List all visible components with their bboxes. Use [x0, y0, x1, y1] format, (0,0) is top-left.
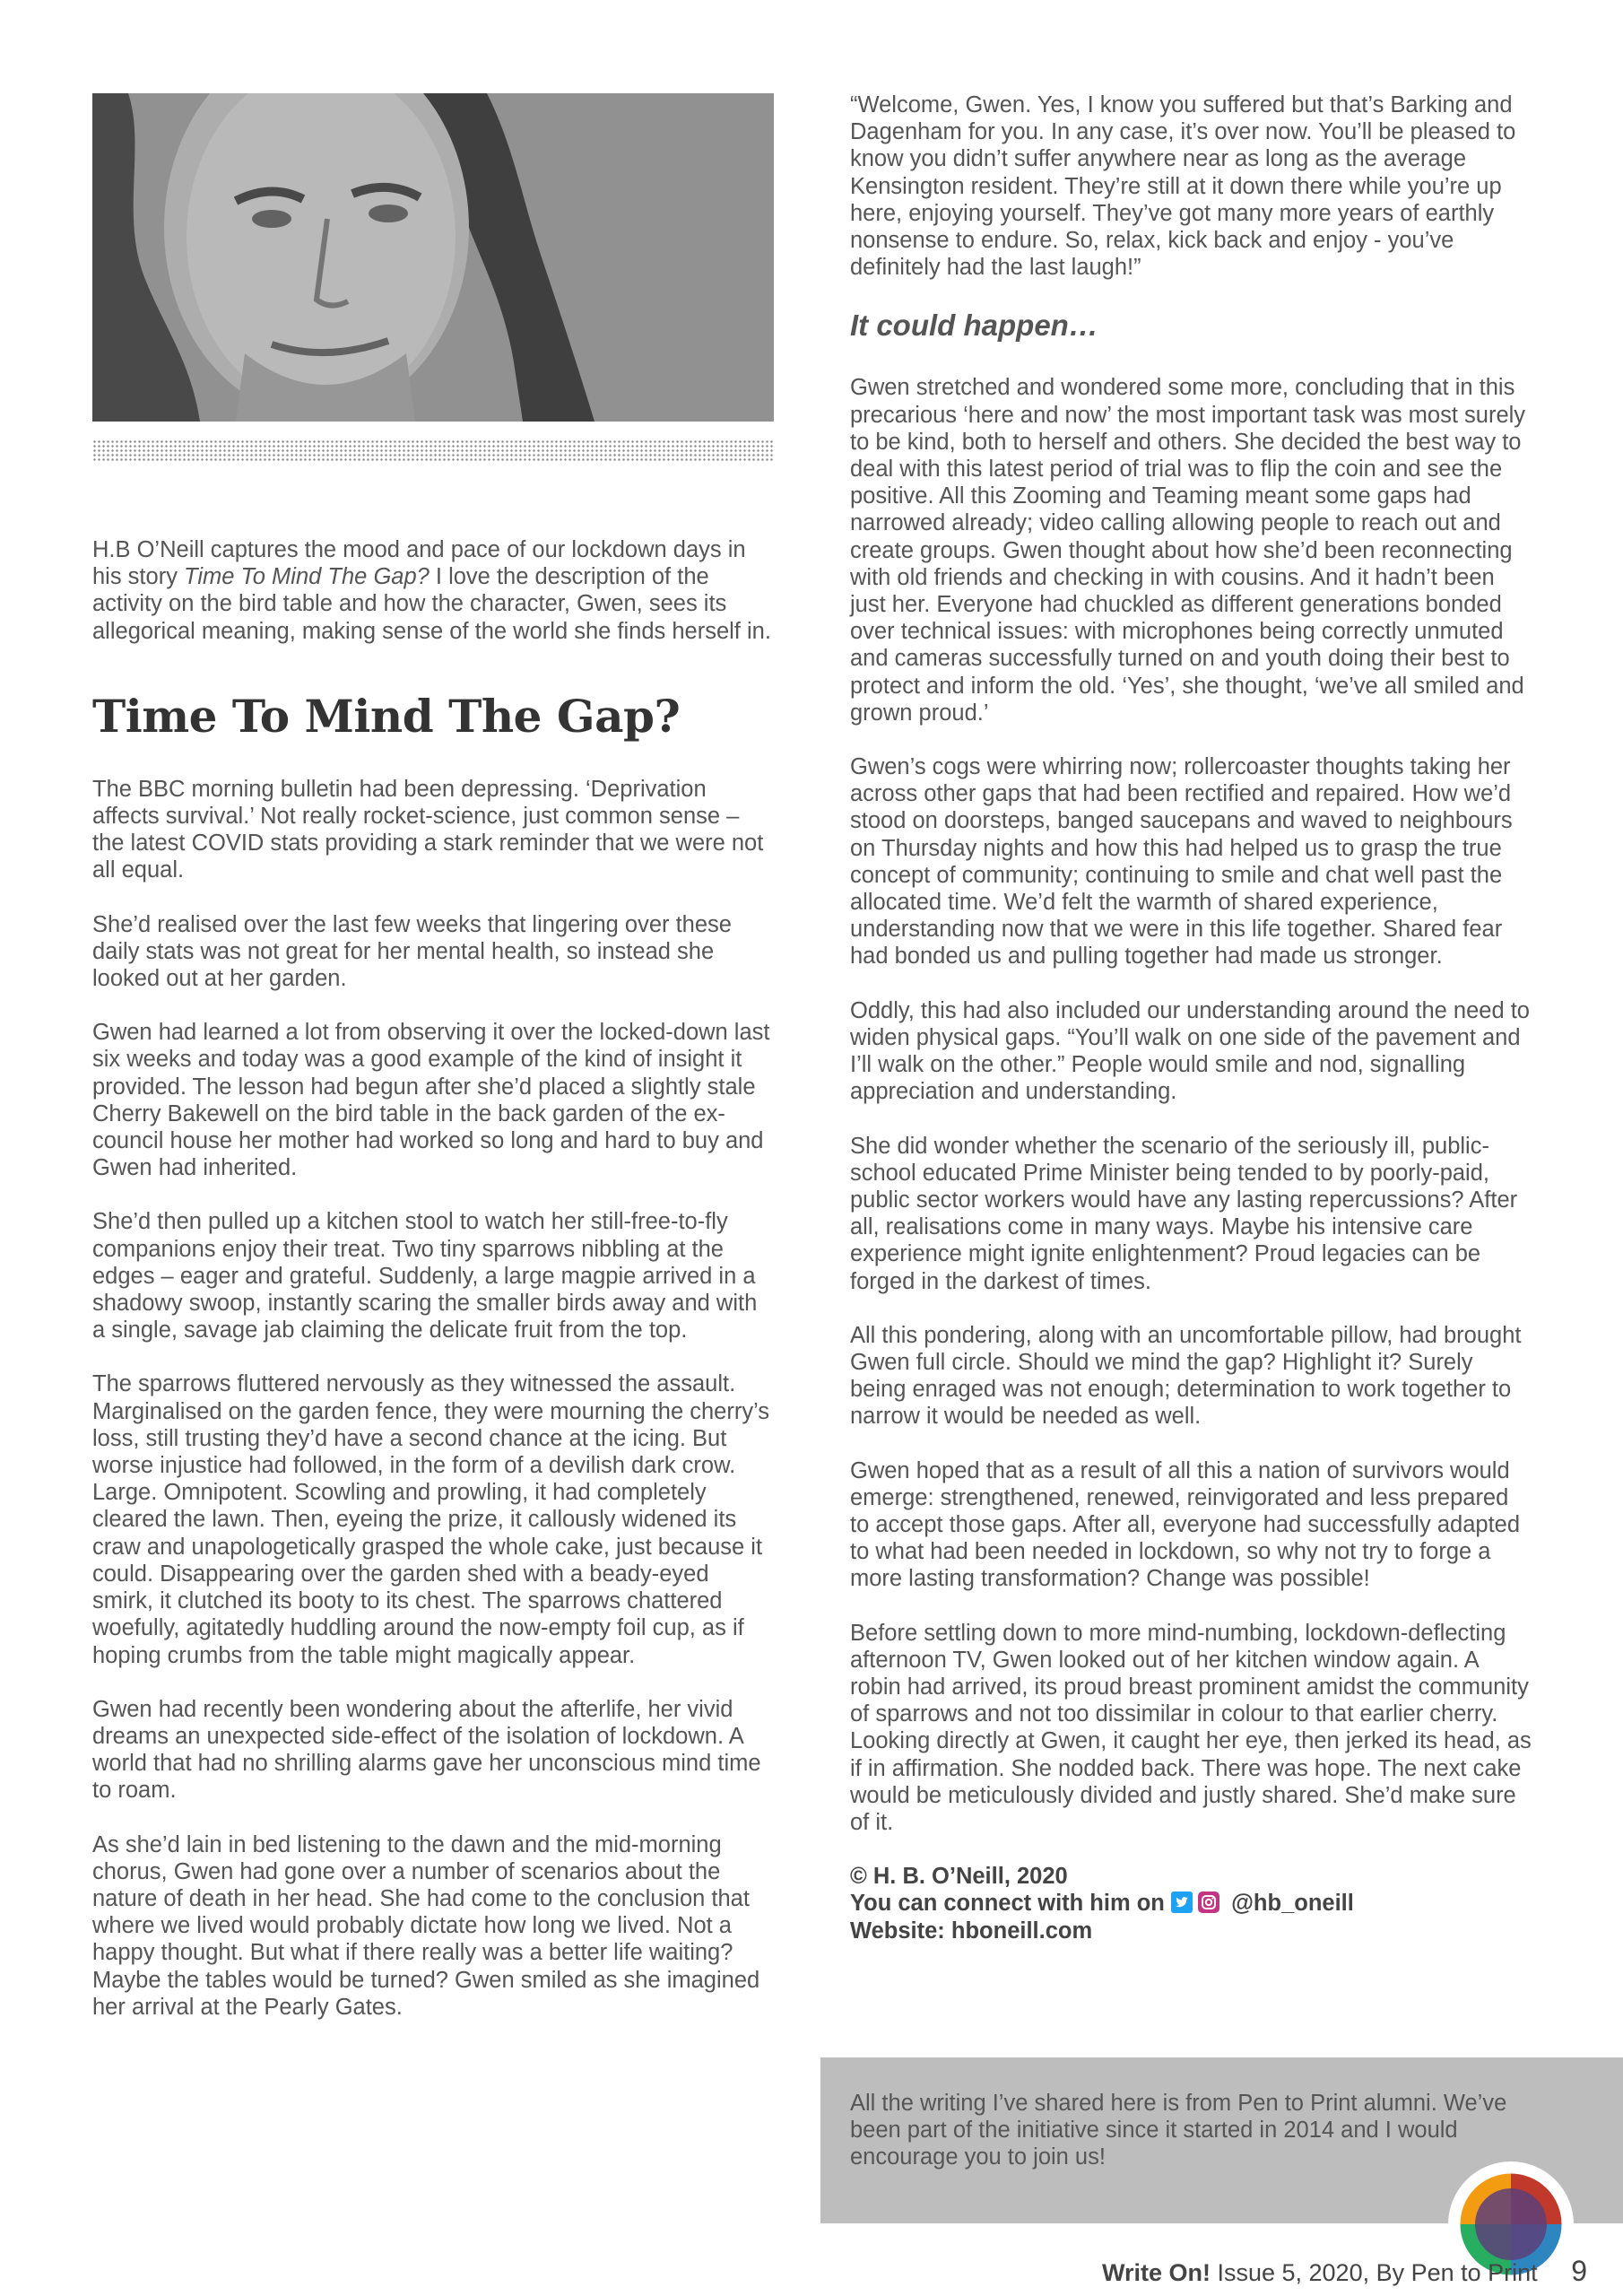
twitter-icon[interactable]: [1171, 1892, 1193, 1913]
story-paragraph: “Welcome, Gwen. Yes, I know you suffered but that’s Barking and Dagenham for you. In any case, it’s over now. You’ll be pleased to know you didn’t suffer anywhere near as long as the average Kensington resident. They’re still at it down there while you’re up here, enjoying yourself. They’ve got many more years of earthly nonsense to endure. So, relax, kick back and enjoy - you’ve definitely had the last laugh!”: [850, 92, 1516, 281]
dotted-divider: [92, 439, 774, 463]
copyright-line: © H. B. O’Neill, 2020: [850, 1864, 1068, 1890]
story-paragraph: She’d realised over the last few weeks that lingering over these daily stats was not great for her mental health, so instead she looked out at her garden.: [92, 911, 732, 992]
story-paragraph: Gwen had recently been wondering about the afterlife, her vivid dreams an unexpected side-effect of the isolation of lockdown. A world that had no shrilling alarms gave her unconscious mind time to roam.: [92, 1696, 761, 1804]
author-photo: [92, 93, 774, 422]
connect-text: You can connect with him on: [850, 1891, 1165, 1917]
story-paragraph: As she’d lain in bed listening to the dawn and the mid-morning chorus, Gwen had gone over a number of scenarios about the nature of death in her head. She had come to the conclusion that where we lived would probably dictate how long we lived. Not a happy thought. But what if there really was a better life waiting? Maybe the tables would be turned? Gwen smiled as she imagined her arrival at the Pearly Gates.: [92, 1831, 760, 2020]
page-number: 9: [1571, 2255, 1587, 2287]
story-paragraph: Before settling down to more mind-numbing, lockdown-deflecting afternoon TV, Gwen looked out of her kitchen window again. A robin had arrived, its proud breast prominent amidst the community of sparrows and not too dissimilar in colour to that earlier cherry. Looking directly at Gwen, it caught her eye, then jerked its head, as if in affirmation. She nodded back. There was hope. The next cake would be meticulously divided and justly shared. She’d make sure of it.: [850, 1620, 1532, 1835]
author-photo-image: [92, 93, 774, 422]
note-text: All the writing I’ve shared here is from Pen to Print alumni. We’ve been part of the initiative since it started in 2014 and I would encourage you to join us!: [850, 2091, 1507, 2170]
story-paragraph: The sparrows fluttered nervously as they witnessed the assault. Marginalised on the garden fence, they were mourning the cherry’s loss, still trusting they’d have a second chance at the icing. But worse injustice had followed, in the form of a devilish dark crow. Large. Omnipotent. Scowling and prowling, it had completely cleared the lawn. Then, eyeing the prize, it callously widened its craw and unapologetically grasped the whole cake, just because it could. Disappearing over the garden shed with a beady-eyed smirk, it clutched its booty to its chest. The sparrows chattered woefully, agitatedly huddling around the now-empty foil cup, as if hoping crumbs from the table might magically appear.: [92, 1371, 770, 1668]
story-paragraph: All this pondering, along with an uncomfortable pillow, had brought Gwen full circle. Should we mind the gap? Highlight it? Surely being enraged was not enough; determination to work together to narrow it would be needed as well.: [850, 1322, 1522, 1430]
story-paragraph: Gwen had learned a lot from observing it over the locked-down last six weeks and today was a good example of the kind of insight it provided. The lesson had begun after she’d placed a slightly stale Cherry Bakewell on the bird table in the back garden of the ex-council house her mother had worked so long and hard to buy and Gwen had inherited.: [92, 1020, 770, 1181]
story-subheading: It could happen…: [850, 309, 1098, 343]
social-handle[interactable]: @hb_oneill: [1231, 1891, 1354, 1917]
intro-story-title: Time To Mind The Gap?: [184, 564, 430, 590]
left-column: [92, 536, 774, 2048]
story-paragraph: She did wonder whether the scenario of the seriously ill, public-school educated Prime Minister being tended to by poorly-paid, public sector workers would have any lasting repercussions? After all, realisations come in many ways. Maybe his intensive care experience might ignite enlightenment? Proud legacies can be forged in the darkest of times.: [850, 1133, 1518, 1294]
intro-paragraph: [92, 536, 774, 645]
right-column: [850, 91, 1532, 1944]
footer-issue: Issue 5, 2020, By Pen to Print: [1210, 2259, 1538, 2286]
author-credits: [850, 1863, 1532, 1944]
intro-text-end: I love the description of the activity on the bird table and how the character, Gwen, sees its allegorical meaning, making sense of the world she finds herself in.: [92, 564, 771, 644]
story-paragraph: Gwen stretched and wondered some more, concluding that in this precarious ‘here and now’ the most important task was most surely to be kind, both to herself and others. She decided the best way to deal with this latest period of trial was to flip the coin and see the positive. All this Zooming and Teaming meant some gaps had narrowed already; video calling allowing people to reach out and create groups. Gwen thought about how she’d been reconnecting with old friends and checking in with cousins. And it hadn’t been just her. Everyone had chuckled as different generations bonded over technical issues: with microphones being correctly unmuted and cameras successfully turned on and youth doing their best to protect and inform the old. ‘Yes’, she thought, ‘we’ve all smiled and grown proud.’: [850, 375, 1526, 726]
page-footer: [1102, 2255, 1587, 2291]
story-title: Time To Mind The Gap?: [92, 689, 681, 743]
story-paragraph: Gwen hoped that as a result of all this a nation of survivors would emerge: strengthened, renewed, reinvigorated and less prepared to accept those gaps. After all, everyone had successfully adapted to what had been needed in lockdown, so why not try to forge a more lasting transformation? Change was possible!: [850, 1457, 1521, 1592]
story-paragraph: The BBC morning bulletin had been depressing. ‘Deprivation affects survival.’ Not really rocket-science, just common sense – the latest COVID stats providing a stark reminder that we were not all equal.: [92, 776, 764, 883]
website-line[interactable]: Website: hboneill.com: [850, 1918, 1093, 1944]
footer-brand: Write On!: [1101, 2259, 1211, 2286]
instagram-icon[interactable]: [1198, 1892, 1219, 1913]
story-paragraph: Oddly, this had also included our understanding around the need to widen physical gaps. “You’ll walk on one side of the pavement and I’ll walk on the other.” People would smile and nod, signalling appreciation and understanding.: [850, 997, 1530, 1105]
story-paragraph: She’d then pulled up a kitchen stool to watch her still-free-to-fly companions enjoy their treat. Two tiny sparrows nibbling at the edges – eager and grateful. Suddenly, a large magpie arrived in a shadowy swoop, instantly scaring the smaller birds away and with a single, savage jab claiming the delicate fruit from the top.: [92, 1209, 758, 1344]
intro-text-start: H.B O’Neill captures the mood and pace of our lockdown days in his story: [92, 537, 746, 590]
connect-line: [850, 1890, 1532, 1917]
story-paragraph: Gwen’s cogs were whirring now; rollercoaster thoughts taking her across other gaps that had been rectified and repaired. How we’d stood on doorsteps, banged saucepans and waved to neighbours on Thursday nights and how this had helped us to grasp the true concept of community; continuing to smile and chat well past the allocated time. We’d felt the warmth of shared experience, understanding now that we were in this life together. Shared fear had bonded us and pulling together had made us stronger.: [850, 754, 1513, 970]
